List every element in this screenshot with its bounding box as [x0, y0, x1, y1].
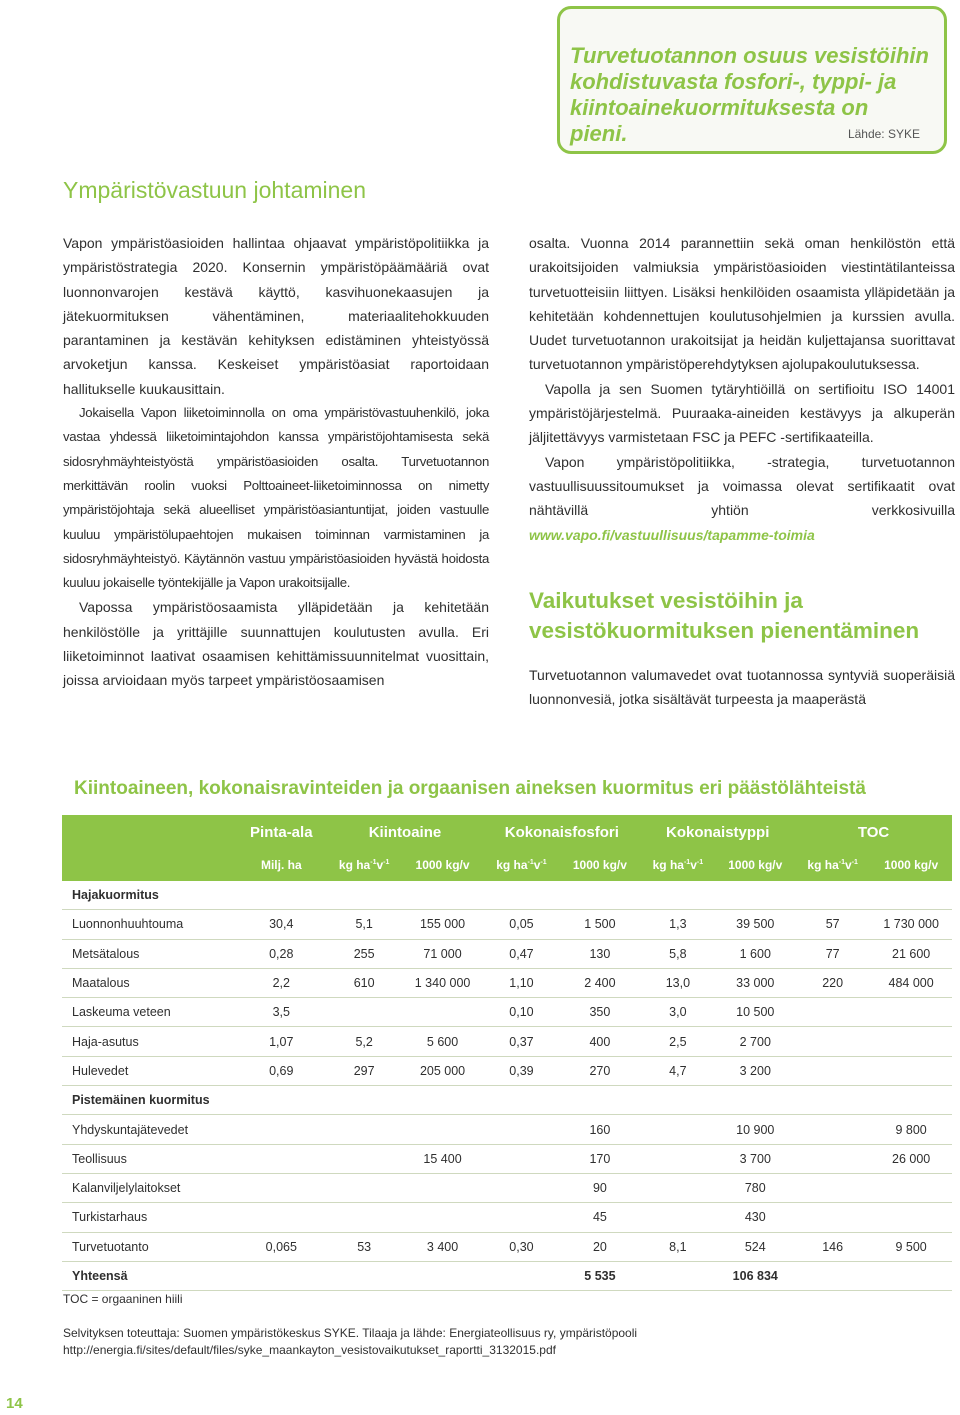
table-cell: 45 — [560, 1203, 641, 1232]
group-header: Pinta-ala — [236, 815, 327, 849]
table-cell: 297 — [327, 1056, 402, 1085]
table-cell: 33 000 — [715, 968, 795, 997]
row-label: Turvetuotanto — [62, 1232, 236, 1261]
table-cell: 4,7 — [640, 1056, 715, 1085]
table-cell: 26 000 — [870, 1144, 952, 1173]
table-cell: 1,10 — [483, 968, 559, 997]
table-cell: 524 — [715, 1232, 795, 1261]
table-cell — [483, 1261, 559, 1290]
row-label: Metsätalous — [62, 939, 236, 968]
left-paragraph-2: Jokaisella Vapon liiketoiminnolla on oma ympäristövastuuhenkilö, joka vastaa yhdessä liiketoimintajohdon kanssa ympäristöjohtamisesta sekä sidosryhmäyhteistyöstä ympäristöasioiden osalta. Turvetuotannon merkittävän roolin vuoksi Polttoaineet-liiketoiminnossa on nimetty ympäristöjohtaja sekä alueelliset ympäristöasiantuntijat, joiden vastuulle kuuluu ympäristölupaehtojen mukaisen toiminnan varmistaminen ja sidosryhmäyhteistyö. Käytännön vastuu ympäristöasioiden hyvästä hoidosta kuuluu jokaiselle työntekijälle ja Vapon urakoitsijalle. — [63, 405, 489, 591]
table-cell: 90 — [560, 1173, 641, 1202]
table-cell — [795, 1115, 870, 1144]
table-cell: 2,2 — [236, 968, 327, 997]
table-cell — [327, 1203, 402, 1232]
row-label: Yhdyskuntajätevedet — [62, 1115, 236, 1144]
unit-header: kg $ha^{-1}v^{-1}$ — [327, 849, 402, 881]
table-cell — [236, 1173, 327, 1202]
table-cell: 5,2 — [327, 1027, 402, 1056]
table-row — [62, 1056, 952, 1085]
table-cell: 160 — [560, 1115, 641, 1144]
table-cell — [640, 1173, 715, 1202]
callout-text: Turvetuotannon osuus vesistöihin kohdistuvasta fosfori-, typpi- ja kiintoainekuormituksesta on pieni. — [570, 43, 929, 146]
right-paragraph-3 — [529, 450, 955, 547]
unit-header: kg $ha^{-1}v^{-1}$ — [640, 849, 715, 881]
left-paragraph-3: Vapossa ympäristöosaamista ylläpidetään ja kehitetään henkilöstölle ja yrittäjille suunnattujen koulutusten avulla. Eri liiketoiminnot laativat osaamisen kehittämissuunnitelmat vuosittain, joissa arvioidaan myös tarpeet ympäristöosaamisen — [63, 599, 489, 689]
table-cell: 484 000 — [870, 968, 952, 997]
right-paragraph-2: Vapolla ja sen Suomen tytäryhtiöillä on sertifioitu ISO 14001 ympäristöjärjestelmä. Puuraaka-aineiden kestävyys ja alkuperän jäljitettävyys varmistetaan FSC ja PEFC -sertifikaateilla. — [529, 380, 955, 446]
table-cell: 0,37 — [483, 1027, 559, 1056]
unit-header: Milj. ha — [236, 849, 327, 881]
table-cell — [870, 1261, 952, 1290]
table-cell: 610 — [327, 968, 402, 997]
section-pistemainen — [62, 1086, 952, 1115]
table-cell: 9 500 — [870, 1232, 952, 1261]
table-cell: 155 000 — [402, 910, 484, 939]
table-cell — [236, 1144, 327, 1173]
table-cell: 30,4 — [236, 910, 327, 939]
table-row — [62, 1144, 952, 1173]
table-cell — [236, 1261, 327, 1290]
table-cell — [327, 1115, 402, 1144]
page-number: 14 — [6, 1395, 23, 1412]
unit-header: kg $ha^{-1}v^{-1}$ — [795, 849, 870, 881]
table-row — [62, 998, 952, 1027]
table-cell: 430 — [715, 1203, 795, 1232]
unit-header: kg $ha^{-1}v^{-1}$ — [483, 849, 559, 881]
table-cell: 2 400 — [560, 968, 641, 997]
right-paragraph-4: Turvetuotannon valumavedet ovat tuotannossa syntyviä suoperäisiä luonnonvesiä, jotka sisältävät turpeesta ja maaperästä — [529, 667, 955, 708]
table-row — [62, 1173, 952, 1202]
table-cell: 0,69 — [236, 1056, 327, 1085]
table-cell: 20 — [560, 1232, 641, 1261]
table-cell: 10 500 — [715, 998, 795, 1027]
table-cell — [640, 1261, 715, 1290]
table-cell: 0,30 — [483, 1232, 559, 1261]
table-cell: 1 600 — [715, 939, 795, 968]
group-header: Kiintoaine — [327, 815, 484, 849]
group-header: Kokonaistyppi — [640, 815, 795, 849]
section-label: Pistemäinen kuormitus — [62, 1086, 952, 1115]
table-row — [62, 1203, 952, 1232]
table-row — [62, 910, 952, 939]
toc-footnote: TOC = orgaaninen hiili — [63, 1292, 183, 1306]
row-label: Luonnonhuuhtouma — [62, 910, 236, 939]
table-cell — [870, 1056, 952, 1085]
table-cell — [795, 1203, 870, 1232]
table-cell: 106 834 — [715, 1261, 795, 1290]
left-heading: Ympäristövastuun johtaminen — [63, 177, 366, 203]
table-cell — [402, 1115, 484, 1144]
table-cell: 9 800 — [870, 1115, 952, 1144]
table-cell: 8,1 — [640, 1232, 715, 1261]
table-cell: 780 — [715, 1173, 795, 1202]
row-label: Maatalous — [62, 968, 236, 997]
section-label: Hajakuormitus — [62, 881, 952, 910]
table-cell: 5 600 — [402, 1027, 484, 1056]
sustainability-link[interactable]: www.vapo.fi/vastuullisuus/tapamme-toimia — [529, 526, 815, 543]
table-row — [62, 1232, 952, 1261]
table-cell: 21 600 — [870, 939, 952, 968]
section-hajakuormitus — [62, 881, 952, 910]
unit-header: 1000 kg/v — [560, 849, 641, 881]
total-row — [62, 1261, 952, 1290]
table-cell: 3,0 — [640, 998, 715, 1027]
table-cell: 10 900 — [715, 1115, 795, 1144]
left-paragraph-1: Vapon ympäristöasioiden hallintaa ohjaavat ympäristöpolitiikka ja ympäristöstrategia 2020. Konsernin ympäristöpäämääriä ovat luonnonvarojen kestävä käyttö, kasvihuonekaasujen ja jätekuormituksen vähentäminen, materiaalitehokkuuden parantaminen ja kestävän kehityksen edistäminen yhteistyössä arvoketjun kanssa. Keskeiset ympäristöasiat raportoidaan hallitukselle kuukausittain. — [63, 235, 489, 397]
source-line-1: Selvityksen toteuttaja: Suomen ympäristökeskus SYKE. Tilaaja ja lähde: Energiateollisuus ry, ympäristöpooli — [63, 1326, 638, 1340]
table-cell — [236, 1115, 327, 1144]
table-cell — [795, 998, 870, 1027]
table-cell: 0,28 — [236, 939, 327, 968]
table-cell: 5 535 — [560, 1261, 641, 1290]
table-cell — [870, 998, 952, 1027]
table-cell — [640, 1144, 715, 1173]
source-line-2: http://energia.fi/sites/default/files/syke_maankayton_vesistovaikutukset_raportti_3132015.pdf — [63, 1343, 556, 1357]
table-cell: 2 700 — [715, 1027, 795, 1056]
table-cell: 5,8 — [640, 939, 715, 968]
emissions-table — [62, 815, 952, 1291]
table-cell — [870, 1173, 952, 1202]
table-cell: 0,47 — [483, 939, 559, 968]
unit-header: 1000 kg/v — [870, 849, 952, 881]
table-cell: 350 — [560, 998, 641, 1027]
table-cell: 0,39 — [483, 1056, 559, 1085]
table-cell: 3,5 — [236, 998, 327, 1027]
table-cell: 1,07 — [236, 1027, 327, 1056]
right-paragraph-1: osalta. Vuonna 2014 parannettiin sekä oman henkilöstön että urakoitsijoiden valmiuksia ympäristöasioiden viestintätilanteissa turvetuotteisiin liittyen. Lisäksi henkilöiden osaamista ylläpidetään ja kehitetään kohdennettujen koulutusohjelmien ja kurssien avulla. Uudet turvetuotannon urakoitsijat ja heidän kuljettajansa suorittavat turvetuotannon ympäristöperehdytyksen ajolupakoulutuksessa. — [529, 235, 955, 373]
table-cell — [795, 1027, 870, 1056]
table-cell — [795, 1261, 870, 1290]
table-cell: 39 500 — [715, 910, 795, 939]
row-label: Laskeuma veteen — [62, 998, 236, 1027]
table-cell: 130 — [560, 939, 641, 968]
right-heading: Vaikutukset vesistöihin ja vesistökuormituksen pienentäminen — [529, 588, 920, 643]
table-cell: 205 000 — [402, 1056, 484, 1085]
table-cell: 3 200 — [715, 1056, 795, 1085]
table-cell: 0,05 — [483, 910, 559, 939]
right-paragraph-3-text: Vapon ympäristöpolitiikka, -strategia, turvetuotannon vastuullisuussitoumukset ja voimassa olevat sertifikaatit ovat nähtävillä yhtiön verkkosivuilla — [529, 453, 955, 519]
table-group-header — [62, 815, 952, 849]
table-cell — [327, 998, 402, 1027]
table-cell: 3 400 — [402, 1232, 484, 1261]
table-cell: 5,1 — [327, 910, 402, 939]
left-column — [63, 231, 489, 693]
table-cell: 170 — [560, 1144, 641, 1173]
table-cell — [795, 1056, 870, 1085]
table-cell: 1 730 000 — [870, 910, 952, 939]
table-row — [62, 968, 952, 997]
table-row — [62, 939, 952, 968]
table-cell — [483, 1115, 559, 1144]
table-cell — [870, 1203, 952, 1232]
table-cell: 13,0 — [640, 968, 715, 997]
table-cell — [483, 1173, 559, 1202]
right-column — [529, 231, 955, 547]
callout-box — [557, 6, 947, 154]
table-cell — [483, 1203, 559, 1232]
row-label: Hulevedet — [62, 1056, 236, 1085]
table-cell: 1,3 — [640, 910, 715, 939]
table-cell — [870, 1027, 952, 1056]
table-cell: 77 — [795, 939, 870, 968]
table-cell: 0,10 — [483, 998, 559, 1027]
table-row — [62, 1115, 952, 1144]
table-cell: 71 000 — [402, 939, 484, 968]
unit-header: 1000 kg/v — [402, 849, 484, 881]
table-cell: 57 — [795, 910, 870, 939]
table-cell — [236, 1203, 327, 1232]
table-cell — [327, 1261, 402, 1290]
table-cell: 3 700 — [715, 1144, 795, 1173]
table-cell — [795, 1144, 870, 1173]
table-cell: 400 — [560, 1027, 641, 1056]
group-header: TOC — [795, 815, 952, 849]
table-cell: 220 — [795, 968, 870, 997]
table-cell: 1 340 000 — [402, 968, 484, 997]
table-cell: 53 — [327, 1232, 402, 1261]
table-cell: 0,065 — [236, 1232, 327, 1261]
table-unit-header — [62, 849, 952, 881]
table-cell — [483, 1144, 559, 1173]
callout-source: Lähde: SYKE — [847, 127, 920, 141]
table-cell: 15 400 — [402, 1144, 484, 1173]
table-cell — [402, 1173, 484, 1202]
table-cell: 146 — [795, 1232, 870, 1261]
table-body — [62, 881, 952, 1291]
right-column-lower — [529, 663, 955, 712]
table-title: Kiintoaineen, kokonaisravinteiden ja orgaanisen aineksen kuormitus eri päästölähteistä — [74, 778, 866, 799]
table-cell — [327, 1144, 402, 1173]
table-cell: 1 500 — [560, 910, 641, 939]
row-label: Kalanviljelylaitokset — [62, 1173, 236, 1202]
table-cell — [402, 998, 484, 1027]
row-label: Yhteensä — [62, 1261, 236, 1290]
table-cell — [402, 1261, 484, 1290]
row-label: Teollisuus — [62, 1144, 236, 1173]
row-label: Turkistarhaus — [62, 1203, 236, 1232]
group-header: Kokonaisfosfori — [483, 815, 640, 849]
table-cell: 255 — [327, 939, 402, 968]
table-cell — [640, 1115, 715, 1144]
table-cell — [327, 1173, 402, 1202]
row-label: Haja-asutus — [62, 1027, 236, 1056]
table-cell: 270 — [560, 1056, 641, 1085]
table-cell — [640, 1203, 715, 1232]
table-cell: 2,5 — [640, 1027, 715, 1056]
table-cell — [402, 1203, 484, 1232]
table-row — [62, 1027, 952, 1056]
table-cell — [795, 1173, 870, 1202]
unit-header: 1000 kg/v — [715, 849, 795, 881]
